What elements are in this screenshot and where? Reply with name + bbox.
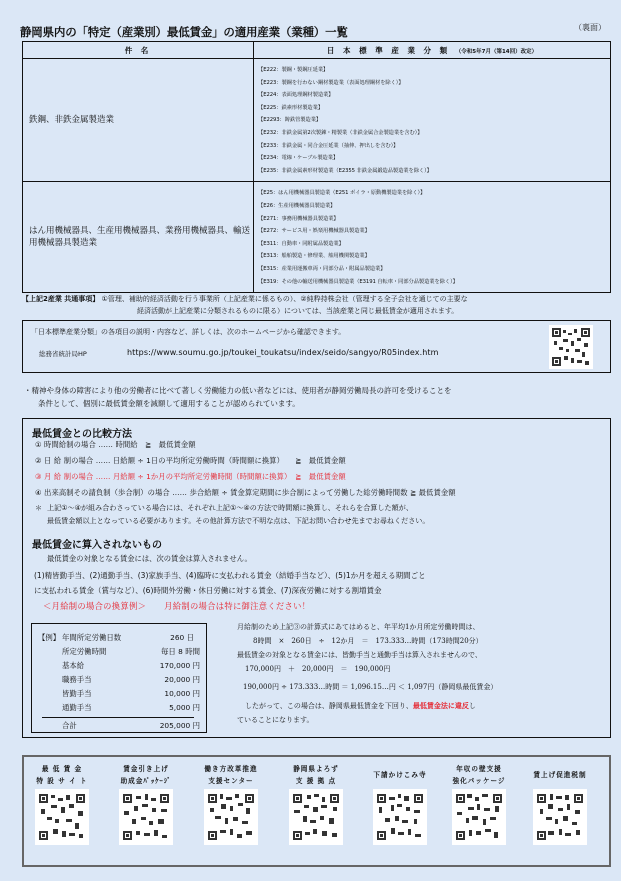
qr-code-icon[interactable] xyxy=(35,789,89,845)
qr-code-icon[interactable] xyxy=(204,789,258,845)
qr-links-box xyxy=(22,755,611,867)
qr-link-wage-tax-incentive[interactable]: 賃上げ促進税制 xyxy=(524,763,596,845)
reduction-note-line2: 条件として、個別に最低賃金額を減額して適用することが認められています。 xyxy=(38,399,300,408)
violation-text: 最低賃金法に違反 xyxy=(412,702,469,710)
reduction-note-line1: ・精神や身体の障害により他の労働者に比べて著しく労働能力の低い者などには、使用者が静岡労働局長の許可を受けることを xyxy=(24,386,452,395)
method-daily: ② 日 給 制の場合 …… 日給額 ÷ 1日の平均所定労働時間（時間額に換算） ≧ 最低賃金額 xyxy=(35,456,346,465)
code-item: 【E311：自動車・同附属品製造業】 xyxy=(258,240,344,247)
comparison-note-line2: 最低賃金額以上となっている必要があります。その他計算方法で不明な点は、下記お問い合わせ先までお尋ねください。 xyxy=(47,516,430,525)
reduction-note xyxy=(24,384,614,410)
comparison-note xyxy=(35,501,430,527)
table-row xyxy=(23,182,611,293)
code-item: 【E315：産業用運搬車両・同部分品・附属品製造業】 xyxy=(258,265,386,272)
common-note-label: 【上記2産業 共通事項】 xyxy=(22,295,100,303)
code-item: 【E224：表面処理鋼材製造業】 xyxy=(258,92,334,99)
total-divider xyxy=(42,717,194,718)
industry-codes xyxy=(254,59,611,182)
qr-code-icon[interactable] xyxy=(373,789,427,845)
code-item: 【E223：製鋼を行わない鋼材製造業（表面処理鋼材を除く）】 xyxy=(258,79,404,86)
comparison-method-box xyxy=(22,418,611,738)
header-revision: （令和5年7月（第14回）改定） xyxy=(455,48,538,55)
qr-code-icon[interactable] xyxy=(533,789,587,845)
qr-code-icon[interactable] xyxy=(119,789,173,845)
industry-name: 鉄鋼、非鉄金属製造業 xyxy=(23,59,254,182)
note-star: ＊ xyxy=(35,503,43,512)
table-row xyxy=(23,59,611,182)
calc-line4: 170,000円 ＋ 20,000円 ＝ 190,000円 xyxy=(245,665,391,673)
method-monthly: ③ 月 給 制の場合 …… 月給額 ÷ 1か月の平均所定労働時間（時間額に換算） ≧ 最低賃金額 xyxy=(35,472,346,481)
classification-description: 「日本標準産業分類」の各項目の説明・内容など、詳しくは、次のホームページから確認できます。 xyxy=(31,328,346,336)
code-item: 【E234：電線・ケーブル製造業】 xyxy=(258,155,339,162)
qr-link-income-wall-package[interactable]: 年収の壁支援 強化パッケージ xyxy=(443,763,515,845)
code-item: 【E271：事務用機械器具製造業】 xyxy=(258,215,339,222)
code-item: 【E313：船舶製造・修理業、舶用機関製造業】 xyxy=(258,253,370,260)
monthly-example-heading xyxy=(43,600,310,612)
code-item: 【E232：非鉄金属第2次製錬・精製業（非鉄金属合金製造業を含む）】 xyxy=(258,129,423,136)
source-label: 総務省統計局HP xyxy=(39,350,87,358)
calc-line1: 月給制のため上記③の計算式にあてはめると、年平均1か月所定労働時間は、 xyxy=(237,623,480,631)
excluded-heading: 最低賃金に算入されないもの xyxy=(32,540,162,551)
monthly-example-title: ＜月給制の場合の換算例＞ xyxy=(43,601,147,611)
code-item: 【E26：生産用機械器具製造業】 xyxy=(258,202,336,209)
excluded-line2: に支払われる賃金（賞与など）、(6)時間外労働・休日労働に対する賃金、(7)深夜労働に対する割増賃金 xyxy=(34,586,382,595)
calc-line2: 8時間 × 260日 ÷ 12か月 ＝ 173.333…時間（173時間20分） xyxy=(253,637,483,645)
qr-code-icon[interactable] xyxy=(289,789,343,845)
common-note-line1: ①管理、補助的経済活動を行う事業所（上記産業に係るもの）、②純粋持株会社（管理する全子会社を通じての主要な xyxy=(101,295,468,303)
conclusion-line2: ていることになります。 xyxy=(237,716,314,724)
page-title: 静岡県内の「特定（産業別）最低賃金」の適用産業（業種）一覧 xyxy=(20,25,348,39)
excluded-list xyxy=(34,568,599,598)
code-item: 【E2293：鋳鉄管製造業】 xyxy=(258,117,322,124)
code-item: 【E272：サービス用・娯楽用機械器具製造業】 xyxy=(258,228,370,235)
method-hourly: ① 時間給制の場合 …… 時間給 ≧ 最低賃金額 xyxy=(35,440,196,449)
code-item: 【E225：鉄素形材製造業】 xyxy=(258,104,324,111)
header-classification: 日 本 標 準 産 業 分 類 （令和5年7月（第14回）改定） xyxy=(254,42,611,59)
qr-link-yorozu-support[interactable]: 静岡県よろず 支 援 拠 点 xyxy=(280,763,352,845)
classification-url-link[interactable]: https://www.soumu.go.jp/toukei_toukatsu/index/seido/sangyo/R05index.htm xyxy=(127,348,439,357)
code-item: 【E222：製鋼・製鋼圧延業】 xyxy=(258,67,329,73)
qr-link-minimum-wage-site[interactable]: 最 低 賃 金 特 設 サ イ ト xyxy=(26,763,98,845)
excluded-intro: 最低賃金の対象となる賃金には、次の賃金は算入されません。 xyxy=(47,554,252,563)
code-item: 【E235：非鉄金属素形材製造業（E2355 非鉄金属鍛造品製造業を除く）】 xyxy=(258,167,432,174)
calc-line5: 190,000円 ÷ 173.333…時間 ＝ 1,096.15…円 ＜ 1,097円（静岡県最低賃金） xyxy=(243,683,498,691)
calc-line3: 最低賃金の対象となる賃金には、皆勤手当と通勤手当は算入されませんので、 xyxy=(237,651,482,659)
comparison-note-line1: 上記①～④が組み合わさっている場合には、それぞれ上記①～④の方法で時間額に換算し、それらを合算した額が、 xyxy=(47,503,413,512)
excluded-line1: (1)精皆勤手当、(2)通勤手当、(3)家族手当、(4)臨時に支払われる賃金（結婚手当など）、(5)1か月を超える期間ごと xyxy=(34,571,426,580)
example-label: 【例】 xyxy=(38,633,61,642)
monthly-warning: 月給制の場合は特に御注意ください！ xyxy=(164,601,311,611)
comparison-heading: 最低賃金との比較方法 xyxy=(32,429,132,440)
industry-table-header xyxy=(23,42,611,59)
header-name: 件 名 xyxy=(23,42,254,59)
method-piecework: ④ 出来高制その請負制（歩合制）の場合 …… 歩合給額 ÷ 賃金算定期間に歩合制によって労働した総労働時間数 ≧ 最低賃金額 xyxy=(35,488,456,497)
qr-link-subcontract-center[interactable]: 下請かけこみ寺 xyxy=(364,763,436,845)
industry-name: はん用機械器具、生産用機械器具、業務用機械器具、輸送用機械器具製造業 xyxy=(23,182,254,293)
example-table: 【例】 年間所定労働日数 260 日 所定労働時間 毎日 8 時間 基本給 170,000 円 職務手当 20,000 円 皆勤手当 10,000 円 通勤手当 5,000 円 合計 205,000 円 xyxy=(31,623,207,733)
industry-codes xyxy=(254,182,611,293)
code-item: 【E233：非鉄金属・同合金圧延業（抽伸、押出しを含む）】 xyxy=(258,142,399,149)
common-note-line2: 経済活動が上記産業に分類されるものに限る）については、当該産業と同じ最低賃金が適用されます。 xyxy=(137,307,459,315)
conclusion: したがって、この場合は、静岡県最低賃金を下回り、最低賃金法に違反し xyxy=(245,702,476,710)
code-item: 【E319：その他の輸送用機械器具製造業（E3191 自転車・同部分品製造業を除く）】 xyxy=(258,278,458,285)
qr-link-work-reform-center[interactable]: 働き方改革推進 支援センター xyxy=(195,763,267,845)
industry-table xyxy=(22,41,611,293)
qr-code-icon[interactable] xyxy=(452,789,506,845)
code-item: 【E25：はん用機械器具製造業（E251 ボイラ・原動機製造業を除く）】 xyxy=(258,190,426,197)
page-side-label: （裏面） xyxy=(574,23,606,32)
common-note xyxy=(22,293,614,317)
qr-code-icon[interactable] xyxy=(549,325,593,369)
qr-link-wage-raise-subsidy[interactable]: 賃金引き上げ 助成金ﾊﾟｯｹｰｼﾞ xyxy=(110,763,182,845)
classification-link-box xyxy=(22,320,611,373)
